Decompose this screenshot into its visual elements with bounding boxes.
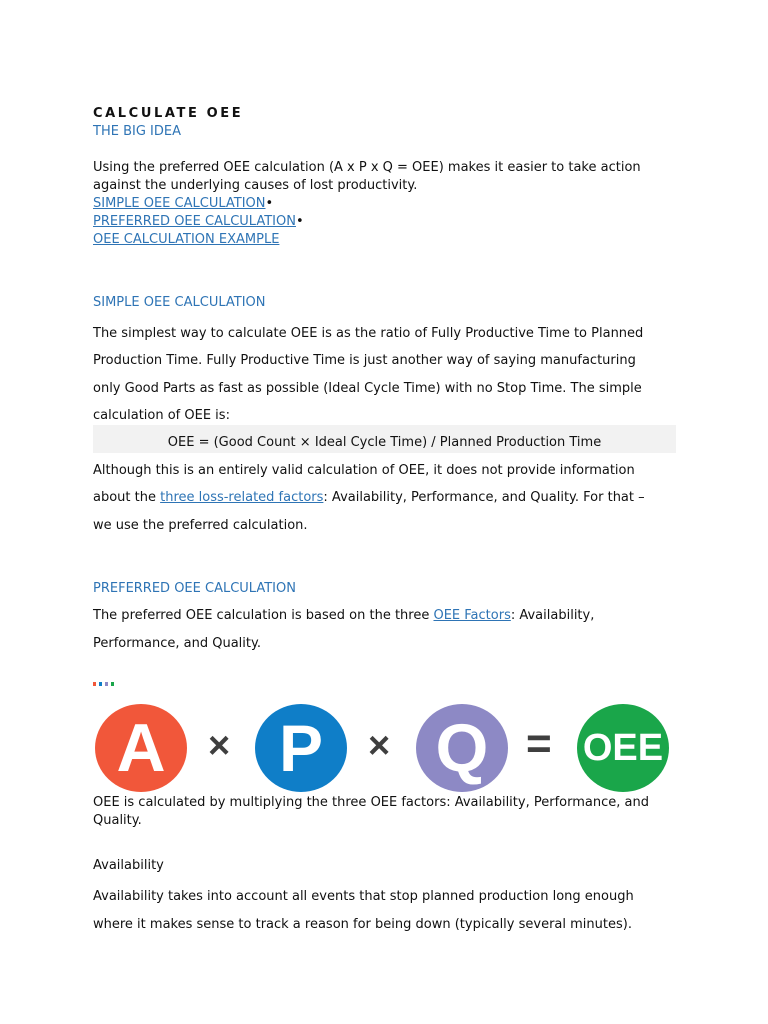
quality-circle: Q	[416, 704, 508, 792]
intro-line-2: against the underlying causes of lost productivity.	[93, 178, 418, 193]
times-operator: ×	[208, 725, 231, 767]
toc-bullet: •	[265, 196, 274, 211]
oee-factors-link[interactable]: OEE Factors	[433, 608, 511, 623]
equation-caption-line-1: OEE is calculated by multiplying the three OEE factors: Availability, Performance, and	[93, 795, 649, 810]
text-segment: : Availability,	[510, 608, 595, 623]
section-heading-simple: SIMPLE OEE CALCULATION	[93, 295, 266, 310]
availability-circle: A	[95, 704, 187, 792]
page-title: CALCULATE OEE	[93, 106, 244, 121]
equals-operator: =	[526, 719, 552, 768]
toc-link-preferred[interactable]: PREFERRED OEE CALCULATION	[93, 214, 296, 229]
equation-caption-line-2: Quality.	[93, 813, 142, 828]
toc-link-example[interactable]: OEE CALCULATION EXAMPLE	[93, 232, 280, 247]
simple-after-line-3: we use the preferred calculation.	[93, 518, 308, 533]
preferred-line-2: Performance, and Quality.	[93, 636, 261, 651]
times-operator: ×	[368, 725, 391, 767]
section-heading-availability: Availability	[93, 858, 164, 873]
loss-factors-link[interactable]: three loss-related factors	[160, 490, 324, 505]
simple-after-line-1: Although this is an entirely valid calculation of OEE, it does not provide information	[93, 463, 635, 478]
oee-result-circle: OEE	[577, 704, 669, 792]
page-subtitle: THE BIG IDEA	[93, 124, 181, 139]
toc-link-simple[interactable]: SIMPLE OEE CALCULATION	[93, 196, 266, 211]
availability-line-1: Availability takes into account all events that stop planned production long enough	[93, 889, 634, 904]
oee-equation-graphic	[93, 700, 678, 796]
toc-item-example	[93, 231, 279, 249]
toc-item-simple	[93, 195, 273, 213]
preferred-line-1	[93, 602, 594, 630]
dot	[111, 682, 114, 686]
text-segment: The preferred OEE calculation is based on the three	[93, 608, 434, 623]
image-placeholder-dots	[93, 682, 114, 686]
performance-circle: P	[255, 704, 347, 792]
section-heading-preferred: PREFERRED OEE CALCULATION	[93, 581, 296, 596]
text-segment: about the	[93, 490, 161, 505]
toc-item-preferred	[93, 213, 304, 231]
simple-line-1: The simplest way to calculate OEE is as the ratio of Fully Productive Time to Planned	[93, 326, 644, 341]
intro-line-1: Using the preferred OEE calculation (A x P x Q = OEE) makes it easier to take action	[93, 160, 641, 175]
simple-after-line-2	[93, 484, 645, 512]
text-segment: : Availability, Performance, and Quality. For that –	[323, 490, 645, 505]
simple-line-3: only Good Parts as fast as possible (Ideal Cycle Time) with no Stop Time. The simple	[93, 381, 642, 396]
dot	[93, 682, 96, 686]
dot	[99, 682, 102, 686]
simple-line-4: calculation of OEE is:	[93, 408, 230, 423]
simple-formula: OEE = (Good Count × Ideal Cycle Time) / Planned Production Time	[167, 435, 602, 450]
dot	[105, 682, 108, 686]
availability-line-2: where it makes sense to track a reason for being down (typically several minutes).	[93, 917, 632, 932]
simple-line-2: Production Time. Fully Productive Time is just another way of saying manufacturing	[93, 353, 636, 368]
toc-bullet: •	[295, 214, 304, 229]
